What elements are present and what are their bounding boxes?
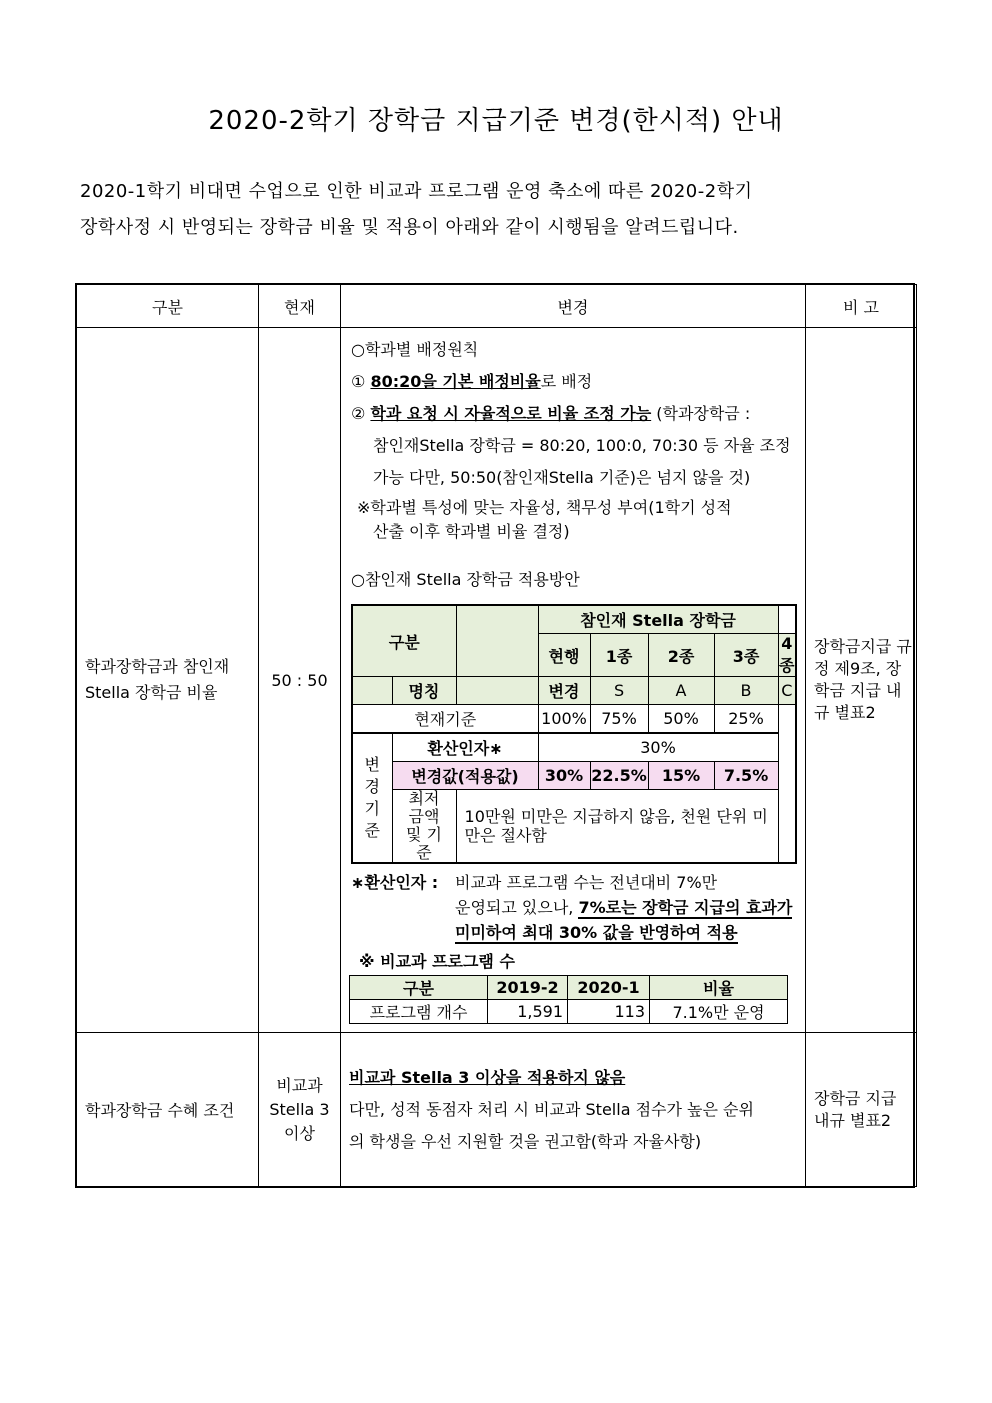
stella-grade-s: S	[590, 677, 648, 705]
program-ratio: 7.1%만 운영	[650, 1000, 788, 1024]
row2-current: 비교과 Stella 3 이상	[259, 1033, 341, 1187]
table-row	[77, 328, 917, 1033]
program-table	[349, 975, 788, 1024]
factor-note	[351, 870, 795, 945]
intro-line-1: 2020-1학기 비대면 수업으로 인한 비교과 프로그램 운영 축소에 따른 2020-2학기	[80, 181, 753, 202]
row1-note: 장학금지급 규정 제9조, 장학금 지급 내규 별표2	[806, 328, 917, 1033]
stella-changed-label: 변경값(적용값)	[392, 762, 538, 790]
row1-change	[341, 328, 806, 1033]
factor-note-text	[455, 870, 793, 945]
row1-category: 학과장학금과 참인재 Stella 장학금 비율	[77, 328, 259, 1033]
stella-changed-4: 7.5%	[714, 762, 778, 790]
stella-current-2: 75%	[590, 705, 648, 734]
header-current: 현재	[259, 285, 341, 328]
dept-note-line2: 산출 이후 학과별 비율 결정)	[373, 522, 570, 541]
stella-current-4: 25%	[714, 705, 778, 734]
stella-grade-c: C	[778, 677, 796, 705]
stella-factor-value: 30%	[538, 733, 778, 762]
program-h-2019: 2019-2	[488, 976, 568, 1000]
item1-bold: 80:20을 기본 배정비율	[370, 372, 541, 391]
section2-title: ○참인재 Stella 장학금 적용방안	[351, 570, 580, 589]
stella-grade-b: B	[714, 677, 778, 705]
row1-current: 50 : 50	[259, 328, 341, 1033]
factor-note-plain1: 비교과 프로그램 수는 전년대비 7%만	[455, 873, 718, 892]
stella-current-3: 50%	[648, 705, 714, 734]
stella-type-3: 3종	[714, 634, 778, 677]
stella-factor-label: 환산인자∗	[392, 733, 538, 762]
page-title: 2020-2학기 장학금 지급기준 변경(한시적) 안내	[208, 106, 784, 136]
stella-group-title: 참인재 Stella 장학금	[538, 605, 778, 634]
item2-rest: (학과장학금 :	[651, 404, 751, 423]
intro-line-2: 장학사정 시 반영되는 장학금 비율 및 적용이 아래와 같이 시행됨을 알려드립니다.	[80, 217, 739, 238]
table-row	[77, 1033, 917, 1187]
stella-type-4: 4종	[779, 634, 795, 675]
item1-number: ①	[351, 372, 366, 391]
row2-category: 학과장학금 수혜 조건	[77, 1033, 259, 1187]
stella-name: 명칭	[392, 677, 456, 705]
stella-type-2: 2종	[648, 634, 714, 677]
program-h-gubun: 구분	[350, 976, 488, 1000]
row2-note: 장학금 지급 내규 별표2	[806, 1033, 917, 1187]
program-count-2020: 113	[568, 1000, 650, 1024]
factor-note-plain2: 운영되고 있으나,	[455, 898, 579, 917]
stella-current-1: 100%	[538, 705, 590, 734]
intro-paragraph	[80, 174, 918, 246]
program-title: ※ 비교과 프로그램 수	[359, 952, 515, 971]
section1-title: ○학과별 배정원칙	[351, 340, 479, 359]
row2-change-line2: 의 학생을 우선 지원할 것을 권고함(학과 자율사항)	[349, 1131, 702, 1151]
stella-type-1: 1종	[590, 634, 648, 677]
factor-note-label: ∗환산인자 :	[351, 873, 439, 892]
item2-number: ②	[351, 404, 366, 423]
dept-note-line1: ※학과별 특성에 맞는 자율성, 책무성 부여(1학기 성적	[357, 498, 732, 517]
stella-side-label: 변 경 기 준	[352, 733, 392, 863]
program-count-label: 프로그램 개수	[350, 1000, 488, 1024]
stella-min-text: 10만원 미만은 지급하지 않음, 천원 단위 미만은 절사함	[456, 790, 778, 864]
row2-change-line1: 다만, 성적 동점자 처리 시 비교과 Stella 점수가 높은 순위	[349, 1099, 754, 1119]
header-note: 비 고	[806, 285, 917, 328]
stella-gubun: 구분	[352, 605, 456, 677]
stella-change-label: 변경	[538, 677, 590, 705]
header-change: 변경	[341, 285, 806, 328]
program-h-2020: 2020-1	[568, 976, 650, 1000]
stella-changed-2: 22.5%	[590, 762, 648, 790]
stella-min-label: 최저 금액 및 기준	[392, 790, 456, 864]
item1-rest: 로 배정	[540, 372, 593, 391]
stella-changed-3: 15%	[648, 762, 714, 790]
header-category: 구분	[77, 285, 259, 328]
item1	[351, 366, 795, 398]
scholarship-table	[76, 284, 917, 1187]
program-h-ratio: 비율	[650, 976, 788, 1000]
dept-note	[351, 496, 795, 544]
item2-bold: 학과 요청 시 자율적으로 비율 조정 가능	[370, 404, 652, 423]
program-count-2019: 1,591	[488, 1000, 568, 1024]
item2-line3: 가능 다만, 50:50(참인재Stella 기준)은 넘지 않을 것)	[373, 468, 751, 487]
row2-change-title: 비교과 Stella 3 이상을 적용하지 않음	[349, 1067, 626, 1087]
stella-changed-1: 30%	[538, 762, 590, 790]
stella-table	[351, 604, 797, 864]
stella-current-label: 현행	[538, 634, 590, 677]
item2	[351, 398, 795, 430]
stella-current-standard: 현재기준	[352, 705, 538, 734]
item2-line2: 참인재Stella 장학금 = 80:20, 100:0, 70:30 등 자율 조정	[373, 436, 791, 455]
stella-grade-a: A	[648, 677, 714, 705]
row2-change	[341, 1033, 806, 1187]
factor-note-bold: 7%로는 장학금 지급의 효과가 미미하여 최대 30% 값을 반영하여 적용	[455, 898, 793, 942]
